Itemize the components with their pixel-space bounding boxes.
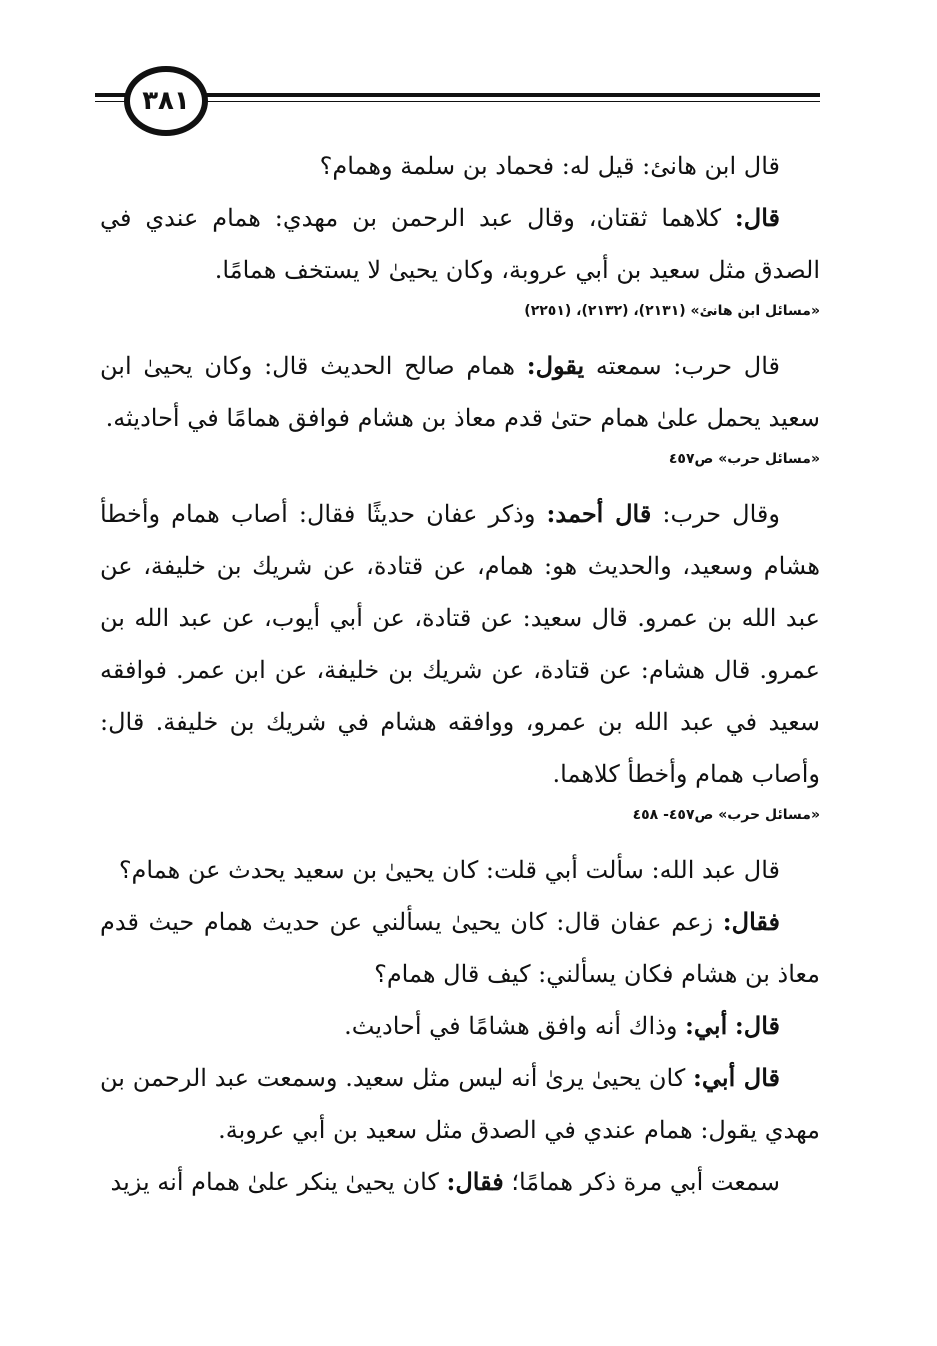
- body-paragraph: [100, 1156, 820, 1208]
- text-run: «مسائل ابن هانئ» (٢١٣١)، (٢١٣٢)، (٢٢٥١): [524, 303, 820, 319]
- text-run: زعم عفان قال: كان يحيىٰ يسألني عن حديث همام حيث قدم معاذ بن هشام فكان يسألني: كيف قال همام؟: [100, 908, 820, 988]
- page-number: ٣٨١: [142, 86, 190, 116]
- text-run: [727, 1012, 735, 1040]
- text-run: همام صالح الحديث قال: وكان يحيىٰ ابن سعيد يحمل علىٰ همام حتىٰ قدم معاذ بن هشام فوافق همامًا في أحاديثه.: [100, 352, 820, 432]
- text-run: قال عبد الله: سألت أبي قلت: كان يحيىٰ بن سعيد يحدث عن همام؟: [118, 856, 780, 884]
- body-paragraph: [100, 1000, 820, 1052]
- body-paragraph: [100, 1052, 820, 1156]
- text-run: كلاهما ثقتان، وقال عبد الرحمن بن مهدي: همام عندي في الصدق مثل سعيد بن أبي عروبة، وكان يحيىٰ لا يستخف همامًا.: [100, 204, 820, 284]
- text-run: وذكر عفان حديثًا فقال: أصاب همام وأخطأ هشام وسعيد، والحديث هو: همام، عن قتادة، عن شريك بن خليفة، عن عبد الله بن عمرو. قال سعيد: عن قتادة، عن أبي أيوب، عن عبد الله بن عمرو. قال هشام: عن قتادة، عن شريك بن خليفة، عن ابن عمر. فوافقه سعيد في عبد الله بن عمرو، ووافقه هشام في شريك بن خليفة. قال: وأصاب همام وأخطأ كلاهما.: [100, 500, 821, 788]
- body-paragraph: [100, 140, 820, 192]
- bold-phrase: يقول:: [526, 351, 585, 380]
- text-run: وذاك أنه وافق هشامًا في أحاديث.: [344, 1012, 686, 1040]
- text-run: «مسائل حرب» ص٤٥٧: [668, 451, 820, 467]
- body-paragraph: [100, 896, 820, 1000]
- bold-phrase: قال أحمد:: [546, 499, 652, 528]
- text-run: «مسائل حرب» ص٤٥٧- ٤٥٨: [632, 807, 820, 823]
- body-paragraph: [100, 844, 820, 896]
- body-paragraph: [100, 488, 820, 800]
- bold-phrase: قال:: [734, 203, 780, 232]
- body-paragraph: [100, 340, 820, 444]
- bold-phrase: قال أبي:: [693, 1063, 780, 1092]
- text-run: كان يحيىٰ يرىٰ أنه ليس مثل سعيد. وسمعت عبد الرحمن بن مهدي يقول: همام عندي في الصدق مثل سعيد بن أبي عروبة.: [100, 1064, 820, 1144]
- source-citation: [100, 802, 820, 828]
- text-run: قال ابن هانئ: قيل له: فحماد بن سلمة وهمام؟: [319, 152, 780, 180]
- source-citation: [100, 298, 820, 324]
- page-header: [0, 0, 937, 150]
- text-run: قال حرب: سمعته: [584, 352, 780, 380]
- bold-phrase: قال:: [734, 1011, 780, 1040]
- bold-phrase: فقال:: [722, 907, 780, 936]
- text-run: سمعت أبي مرة ذكر همامًا؛: [503, 1168, 780, 1196]
- page-number-badge: [124, 66, 208, 136]
- text-run: كان يحيىٰ ينكر علىٰ همام أنه يزيد: [110, 1168, 447, 1196]
- bold-phrase: فقال:: [446, 1167, 504, 1196]
- text-run: وقال حرب:: [651, 500, 780, 528]
- source-citation: [100, 446, 820, 472]
- body-paragraph: [100, 192, 820, 296]
- bold-phrase: أبي:: [685, 1011, 728, 1040]
- page-body: [100, 140, 820, 1208]
